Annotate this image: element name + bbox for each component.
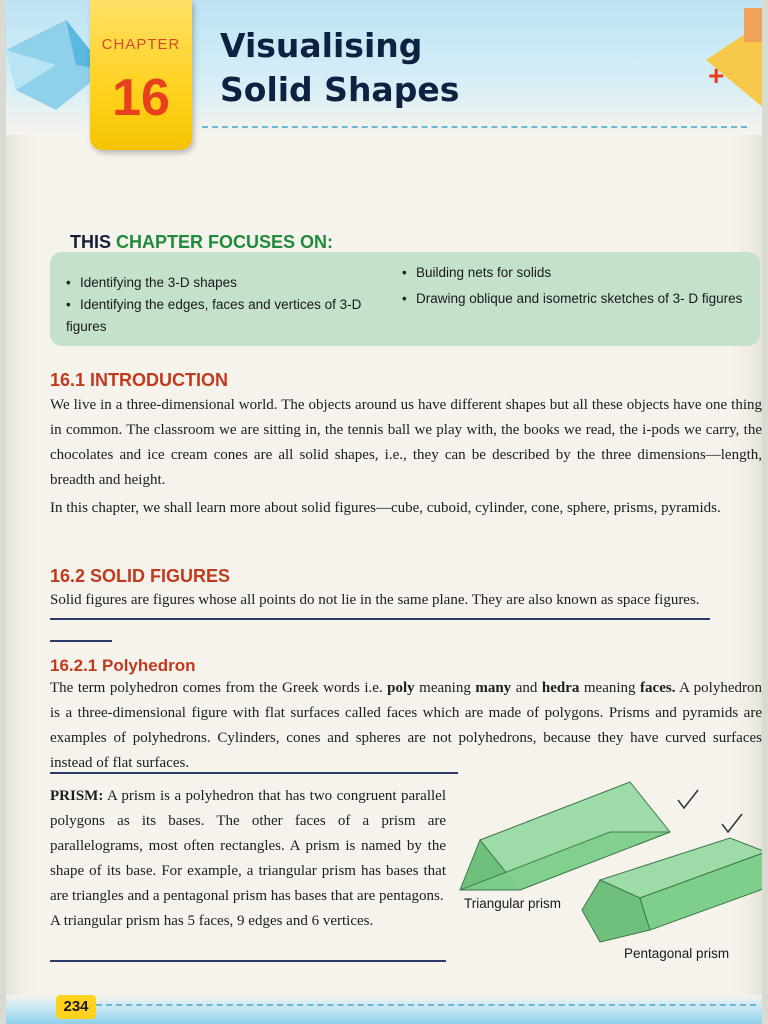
footer-divider: [96, 1004, 756, 1006]
polyhedron-paragraph: The term polyhedron comes from the Greek words i.e. poly meaning many and hedra meaning faces. A polyhedron is a three-dimensional figure with flat surfaces called faces which are made of polygons. Prisms and pyramids are examples of polyhedrons. Cylinders, cones and spheres are not polyhedrons, because they have curved surfaces instead of flat surfaces.: [50, 680, 762, 771]
prism-label: PRISM:: [50, 788, 104, 804]
chapter-number: 16: [112, 69, 170, 127]
check-mark-icon: [678, 790, 698, 808]
pen-underline: [50, 618, 710, 620]
svg-text:+: +: [708, 60, 725, 91]
chapter-title-line1: Visualising: [220, 26, 423, 65]
focus-item: • Building nets for solids: [402, 262, 762, 284]
introduction-heading: 16.1 INTRODUCTION: [50, 370, 229, 390]
chapter-badge: [90, 0, 192, 150]
prism-facts: A triangular prism has 5 faces, 9 edges and 6 vertices.: [50, 913, 374, 929]
chapter-title-line2: Solid Shapes: [220, 70, 460, 109]
focus-box: [50, 252, 760, 346]
solid-figures-paragraph: Solid figures are figures whose all points do not lie in the same plane. They are also known as space figures.: [50, 592, 700, 608]
term-poly: poly: [387, 680, 415, 696]
focus-item: • Drawing oblique and isometric sketches of 3- D figures: [402, 288, 762, 310]
pen-underline: [50, 960, 446, 962]
term-hedra: hedra: [541, 680, 580, 696]
title-divider: [202, 126, 747, 128]
pen-underline: [50, 772, 458, 774]
bullet-icon: •: [402, 291, 407, 306]
focus-heading-part2: CHAPTER FOCUSES ON:: [116, 232, 334, 252]
focus-heading: [70, 232, 333, 253]
textbook-page: [6, 0, 762, 1024]
introduction-paragraph-1: We live in a three-dimensional world. The objects around us have different shapes but all these objects have one thing in common. The classroom we are sitting in, the tennis ball we play with, the books we read, the i-pods we carry, the chocolates and ice cream cones are all solid shapes, i.e., they can be described by the three dimensions—length, breadth and height.: [50, 397, 762, 488]
polyhedron-heading: 16.2.1 Polyhedron: [50, 656, 196, 675]
term-faces: faces.: [640, 680, 676, 696]
focus-heading-part1: THIS: [70, 232, 117, 252]
footer-band: [6, 995, 762, 1024]
bullet-icon: •: [402, 265, 407, 280]
bullet-icon: •: [66, 275, 71, 290]
term-many: many: [475, 680, 512, 696]
solid-figures-heading: 16.2 SOLID FIGURES: [50, 566, 231, 586]
prism-paragraph: PRISM: A prism is a polyhedron that has two congruent parallel polygons as its bases. The other faces of a prism are parallelograms, most often rectangles. A prism is named by the shape of its base. For example, a triangular prism has bases that are triangles and a pentagonal prism has bases that are pentagons. A triangular prism has 5 faces, 9 edges and 6 vertices.: [50, 788, 446, 929]
check-mark-icon: [722, 814, 742, 832]
bullet-icon: •: [66, 297, 71, 312]
pentagonal-prism-label: Pentagonal prism: [624, 946, 730, 961]
introduction-paragraph-2: In this chapter, we shall learn more about solid figures—cube, cuboid, cylinder, cone, sphere, prisms, pyramids.: [50, 500, 721, 516]
page-number: 234: [56, 995, 96, 1019]
focus-item: • Identifying the edges, faces and vertices of 3-D figures: [66, 294, 366, 338]
focus-item: • Identifying the 3-D shapes: [66, 272, 366, 294]
triangular-prism-label: Triangular prism: [464, 896, 562, 911]
math-symbols-decoration: [696, 0, 762, 110]
chapter-label: CHAPTER: [101, 36, 181, 53]
pen-underline: [50, 640, 112, 642]
